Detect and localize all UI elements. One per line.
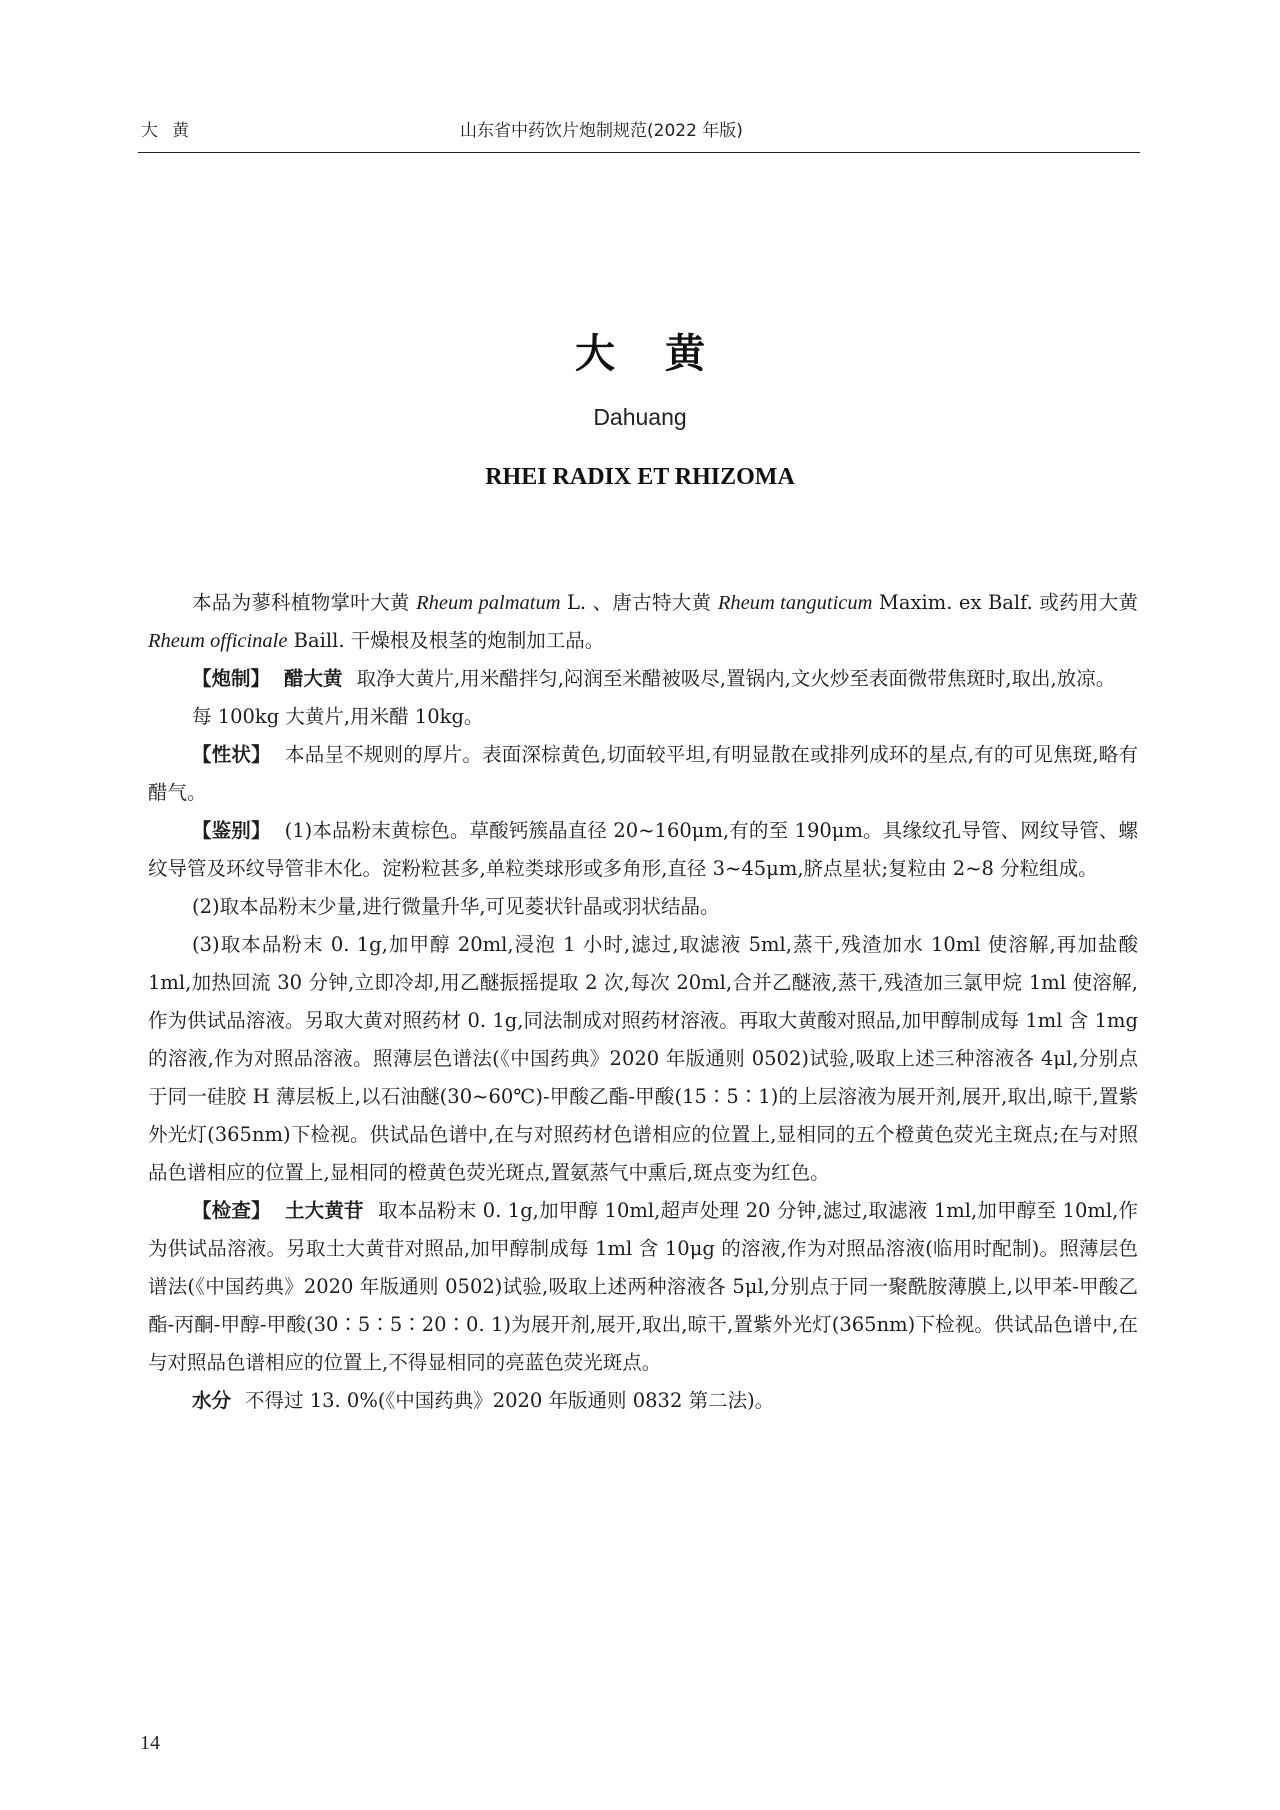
intro-text: Baill. 干燥根及根茎的炮制加工品。 <box>287 629 605 652</box>
intro-text: Maxim. ex Balf. 或药用大黄 <box>872 591 1138 614</box>
intro-paragraph <box>148 584 1138 660</box>
page-title: 大黄 <box>575 331 755 377</box>
section-heading-identification: 【鉴别】 <box>192 819 271 842</box>
species-name: Rheum palmatum <box>416 592 561 614</box>
latin-title: RHEI RADIX ET RHIZOMA <box>485 464 795 490</box>
identification-paragraph-1 <box>148 812 1138 888</box>
processing-text: 取净大黄片,用米醋拌匀,闷润至米醋被吸尽,置锅内,文火炒至表面微带焦斑时,取出,放凉。 <box>356 667 1116 690</box>
subheading-rhaponticin: 土大黄苷 <box>284 1199 364 1222</box>
identification-paragraph-2: (2)取本品粉末少量,进行微量升华,可见菱状针晶或羽状结晶。 <box>192 895 720 918</box>
running-header-book-title: 山东省中药饮片炮制规范(2022 年版) <box>460 121 743 141</box>
moisture-text: 不得过 13. 0%(《中国药典》2020 年版通则 0832 第二法)。 <box>245 1389 775 1412</box>
intro-text: L. 、唐古特大黄 <box>560 591 718 614</box>
running-header <box>138 112 1140 153</box>
processing-ratio: 每 100kg 大黄片,用米醋 10kg。 <box>192 705 484 728</box>
running-header-title: 大黄 <box>141 121 203 141</box>
pinyin-title: Dahuang <box>593 404 687 430</box>
intro-text: 本品为蓼科植物掌叶大黄 <box>192 591 417 614</box>
description-paragraph <box>148 736 1138 812</box>
moisture-paragraph <box>148 1382 1138 1420</box>
section-heading-description: 【性状】 <box>192 743 271 766</box>
monograph-body <box>148 584 1138 1420</box>
section-heading-inspection: 【检查】 <box>192 1199 271 1222</box>
inspection-text: 取本品粉末 0. 1g,加甲醇 10ml,超声处理 20 分钟,滤过,取滤液 1ml,加甲醇至 10ml,作为供试品溶液。另取土大黄苷对照品,加甲醇制成每 1ml 含 10μg 的溶液,作为对照品溶液(临用时配制)。照薄层色谱法(《中国药典》2020 年版通则 0502)试验,吸取上述两种溶液各 5μl,分别点于同一聚酰胺薄膜上,以甲苯-甲酸乙酯-丙酮-甲醇-甲酸(30∶5∶5∶20∶0. 1)为展开剂,展开,取出,晾干,置紫外光灯(365nm)下检视。供试品色谱中,在与对照品色谱相应的位置上,不得显相同的亮蓝色荧光斑点。 <box>148 1199 1138 1374</box>
subheading-moisture: 水分 <box>192 1389 232 1412</box>
inspection-paragraph <box>148 1192 1138 1382</box>
identification-paragraph-3: (3)取本品粉末 0. 1g,加甲醇 20ml,浸泡 1 小时,滤过,取滤液 5ml,蒸干,残渣加水 10ml 使溶解,再加盐酸 1ml,加热回流 30 分钟,立即冷却,用乙醚振摇提取 2 次,每次 20ml,合并乙醚液,蒸干,残渣加三氯甲烷 1ml 使溶解,作为供试品溶液。另取大黄对照药材 0. 1g,同法制成对照药材溶液。再取大黄酸对照品,加甲醇制成每 1ml 含 1mg 的溶液,作为对照品溶液。照薄层色谱法(《中国药典》2020 年版通则 0502)试验,吸取上述三种溶液各 4μl,分别点于同一硅胶 H 薄层板上,以石油醚(30~60℃)-甲酸乙酯-甲酸(15∶5∶1)的上层溶液为展开剂,展开,取出,晾干,置紫外光灯(365nm)下检视。供试品色谱中,在与对照药材色谱相应的位置上,显相同的五个橙黄色荧光主斑点;在与对照品色谱相应的位置上,显相同的橙黄色荧光斑点,置氨蒸气中熏后,斑点变为红色。 <box>148 933 1138 1184</box>
description-text: 本品呈不规则的厚片。表面深棕黄色,切面较平坦,有明显散在或排列成环的星点,有的可见焦斑,略有醋气。 <box>148 743 1138 804</box>
page-number: 14 <box>140 1732 160 1754</box>
section-heading-processing: 【炮制】 <box>192 667 271 690</box>
species-name: Rheum officinale <box>148 630 288 652</box>
processing-paragraph <box>148 660 1138 698</box>
subheading-vinegar-rhubarb: 醋大黄 <box>284 667 343 690</box>
species-name: Rheum tanguticum <box>717 592 873 614</box>
identification-item-1: (1)本品粉末黄棕色。草酸钙簇晶直径 20~160μm,有的至 190μm。具缘纹孔导管、网纹导管、螺纹导管及环纹导管非木化。淀粉粒甚多,单粒类球形或多角形,直径 3~45μm,脐点星状;复粒由 2~8 分粒组成。 <box>148 819 1138 880</box>
